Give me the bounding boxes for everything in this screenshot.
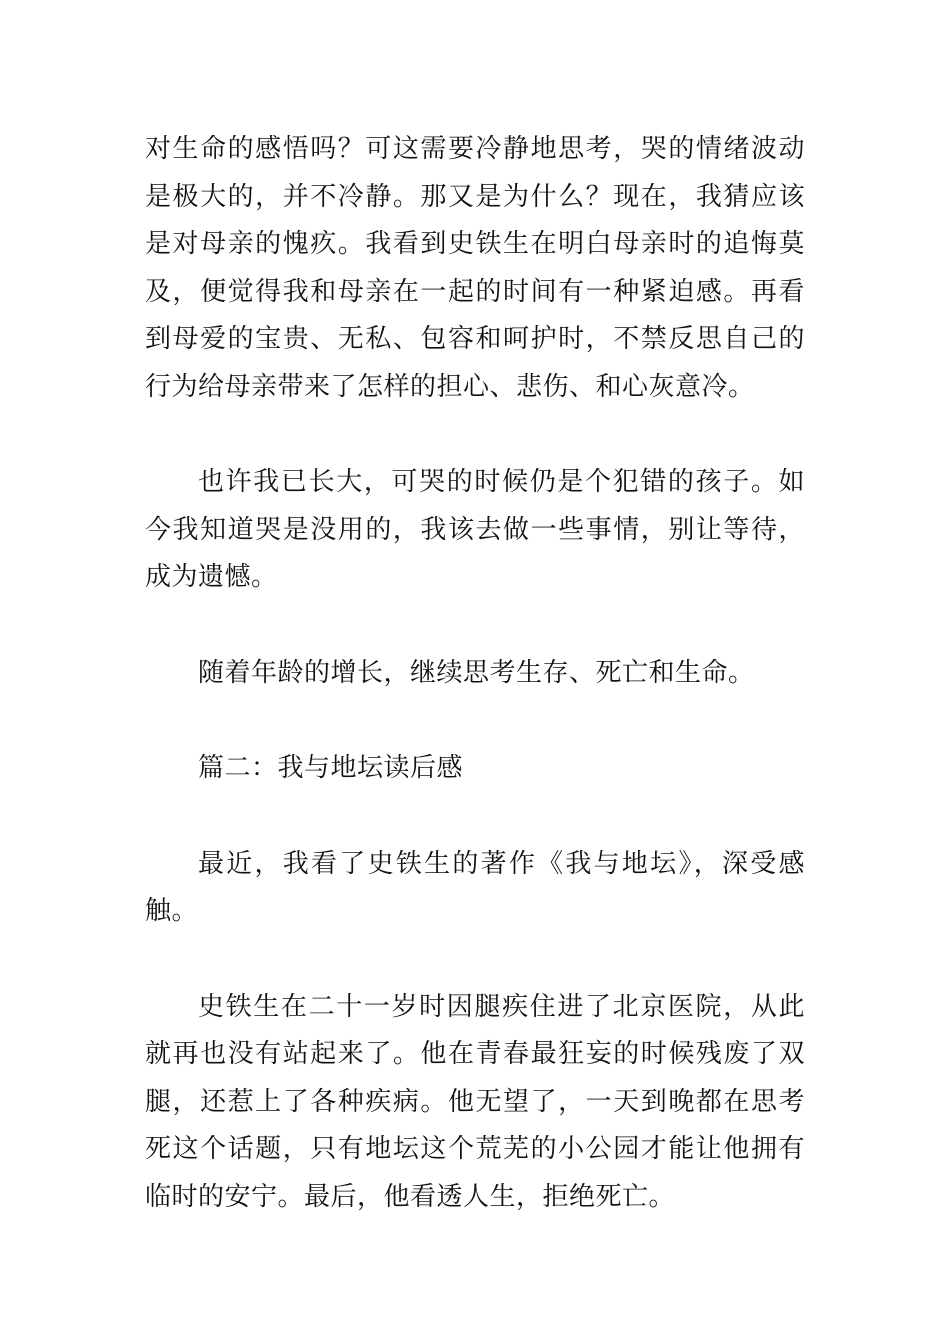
section-heading: 篇二：我与地坛读后感	[198, 753, 464, 783]
paragraph-crying-child: 也许我已长大，可哭的时候仍是个犯错的孩子。如今我知道哭是没用的，我该去做一些事情，别让等待，成为遗憾。	[145, 467, 805, 592]
paragraph-shi-tiesheng: 史铁生在二十一岁时因腿疾住进了北京医院，从此就再也没有站起来了。他在青春最狂妄的时候残废了双腿，还惹上了各种疾病。他无望了，一天到晚都在思考死这个话题，只有地坛这个荒芜的小公园才能让他拥有临时的安宁。最后，他看透人生，拒绝死亡。	[145, 991, 805, 1212]
paragraph-continuation: 对生命的感悟吗？可这需要冷静地思考，哭的情绪波动是极大的，并不冷静。那又是为什么？现在，我猜应该是对母亲的愧疚。我看到史铁生在明白母亲时的追悔莫及，便觉得我和母亲在一起的时间有一种紧迫感。再看到母爱的宝贵、无私、包容和呵护时，不禁反思自己的行为给母亲带来了怎样的担心、悲伤、和心灰意冷。	[145, 134, 805, 402]
paragraph-growing-age: 随着年龄的增长，继续思考生存、死亡和生命。	[198, 657, 755, 688]
paragraph-recently-read: 最近，我看了史铁生的著作《我与地坛》，深受感触。	[145, 848, 805, 926]
